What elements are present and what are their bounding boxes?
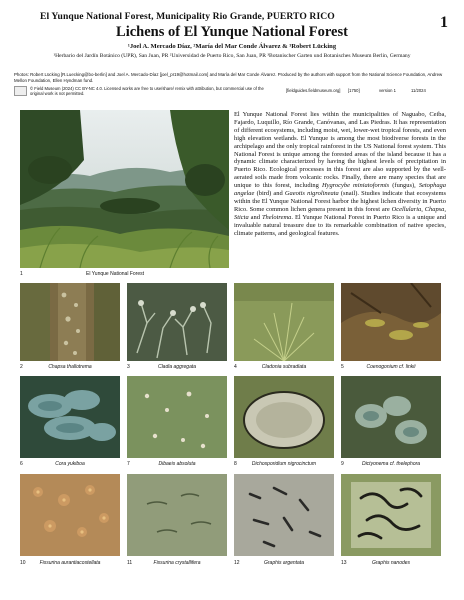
photo-caption: El Yunque National Forest — [86, 271, 145, 277]
genus-name: Thelotrema — [261, 213, 292, 221]
photo-number: 11 — [127, 560, 133, 566]
species-photo-7 — [127, 376, 227, 458]
species-name: Cladia aggregata — [157, 364, 197, 370]
intro-text: and — [250, 213, 260, 221]
intro-text: (bird) and — [256, 190, 283, 198]
species-photo-2 — [20, 283, 120, 361]
caption-10 — [20, 560, 120, 568]
species-name: Chapsa thallotrema — [48, 364, 92, 370]
intro-text: . El Yunque National Forest in Puerto Rico is a unique and invaluable natural treasure due to its remarkable combination of native species, climate patterns, and geological features. — [234, 213, 447, 237]
caption-8 — [234, 461, 334, 469]
photo-number: 13 — [341, 560, 347, 566]
species-name: Gaeotis nigrolineata — [284, 190, 339, 198]
caption-2 — [20, 364, 120, 372]
species-photo-9 — [341, 376, 441, 458]
photo-number: 12 — [234, 560, 240, 566]
species-name: Coenogonium cf. linkii — [366, 364, 416, 370]
species-name: Fissurina aurantiacostellata — [39, 560, 101, 566]
guide-number: [1750] — [348, 88, 360, 93]
guide-version: version 1 — [379, 88, 396, 93]
species-photo-13 — [341, 474, 441, 556]
caption-4 — [234, 364, 334, 372]
intro-text: , — [444, 205, 447, 213]
authors: ¹Joel A. Mercado Díaz, ²María del Mar Conde Álvarez & ³Robert Lücking — [127, 43, 337, 50]
photo-number: 7 — [127, 461, 130, 467]
species-name: Setophaga angelae — [234, 182, 446, 198]
species-photo-5 — [341, 283, 441, 361]
photo-number: 8 — [234, 461, 237, 467]
page-number: 1 — [440, 14, 448, 31]
species-name: Hygrocybe miniatoformis — [321, 182, 390, 190]
species-name: Dibaeis absoluta — [158, 461, 196, 467]
photo-number: 10 — [20, 560, 26, 566]
photo-number: 1 — [20, 271, 23, 277]
species-name: Graphis nanodes — [371, 560, 411, 566]
photo-number: 2 — [20, 364, 23, 370]
page-title: Lichens of El Yunque National Forest — [116, 24, 348, 40]
species-photo-3 — [127, 283, 227, 361]
license-row — [14, 86, 454, 102]
species-name: Cora yukiboa — [55, 461, 85, 467]
caption-12 — [234, 560, 334, 568]
main-photo-caption — [20, 271, 229, 279]
genus-name: Sticta — [234, 213, 249, 221]
species-name: Dichosporidium nigrocinctum — [251, 461, 317, 467]
caption-3 — [127, 364, 227, 372]
species-photo-8 — [234, 376, 334, 458]
caption-7 — [127, 461, 227, 469]
caption-9 — [341, 461, 441, 469]
photo-number: 9 — [341, 461, 344, 467]
species-photo-4 — [234, 283, 334, 361]
intro-text: (snail). Studies indicate that ecosystems within the El Yunque National Forest harbor the highest lichen diversity in Puerto Rico. Some common lichen genera present in this forest are — [234, 190, 447, 213]
species-name: Cladonia subradiata — [261, 364, 307, 370]
caption-5 — [341, 364, 441, 372]
caption-11 — [127, 560, 227, 568]
guide-date: 11/2024 — [411, 88, 426, 93]
species-name: Graphis argentata — [263, 560, 305, 566]
species-photo-11 — [127, 474, 227, 556]
photos-credit: Photos: Robert Lücking [R.Luecking@bo-berlin] and Joel A. Mercado-Díaz [joel_pr19@hotmail.com] and María del Mar Conde Álvarez. Produced by the authors with support from the National Science Foundation, Andrew Mellon Foundation, Ellen Hyndman fund. — [14, 72, 443, 83]
caption-6 — [20, 461, 120, 469]
intro-paragraph — [234, 111, 446, 238]
genus-name: Ocellularia — [391, 205, 422, 213]
photo-number: 5 — [341, 364, 344, 370]
species-photo-10 — [20, 474, 120, 556]
photo-number: 4 — [234, 364, 237, 370]
photo-number: 3 — [127, 364, 130, 370]
cc-license-icon — [14, 86, 27, 96]
affiliations: ¹Herbario del Jardín Botánico (UPR), San Juan, PR ²Universidad de Puerto Rico, San Juan, PR ³Botanischer Garten und Botanisches Museum Berlin, Germany — [53, 53, 411, 59]
caption-13 — [341, 560, 441, 568]
genus-name: Chapsa — [424, 205, 445, 213]
intro-text: (fungus), — [392, 182, 416, 190]
species-name: Fissurina crystallifera — [153, 560, 201, 566]
intro-text: El Yunque National Forest lies within the municipalities of Naguabo, Ceiba, Fajardo, Luquillo, Río Grande, Canóvanas, and Las Piedras. It has representation of different ecosystems, including moist, wet, lower-wet tropical forests, and even high elevation wetlands. El Yunque is among the most biodiverse forests in the archipelago and the only tropical rainforest in the US National forest system. This National Forest is unique among the forested areas of the island because it has a dynamic climate characterized by having the highest levels of precipitation in Puerto Rico. Ecological processes in this forest are also supported by the well-aerated soils made from volcanic rocks. Finally, there are many species that are unique to this forest, including — [234, 111, 446, 190]
species-photo-12 — [234, 474, 334, 556]
intro-text: , — [421, 205, 423, 213]
location-line: El Yunque National Forest, Municipality Rio Grande, PUERTO RICO — [40, 11, 335, 22]
species-photo-6 — [20, 376, 120, 458]
guide-site: [fieldguides.fieldmuseum.org] — [286, 88, 341, 93]
photo-number: 6 — [20, 461, 23, 467]
license-text: © Field Museum (2024) CC BY-NC 4.0. Licensed works are free to use/share/ remix with attribution, but commercial use of the original work is not permitted. — [30, 86, 264, 97]
forest-photo — [20, 110, 229, 268]
species-name: Dictyonema cf. thelephora — [361, 461, 421, 467]
